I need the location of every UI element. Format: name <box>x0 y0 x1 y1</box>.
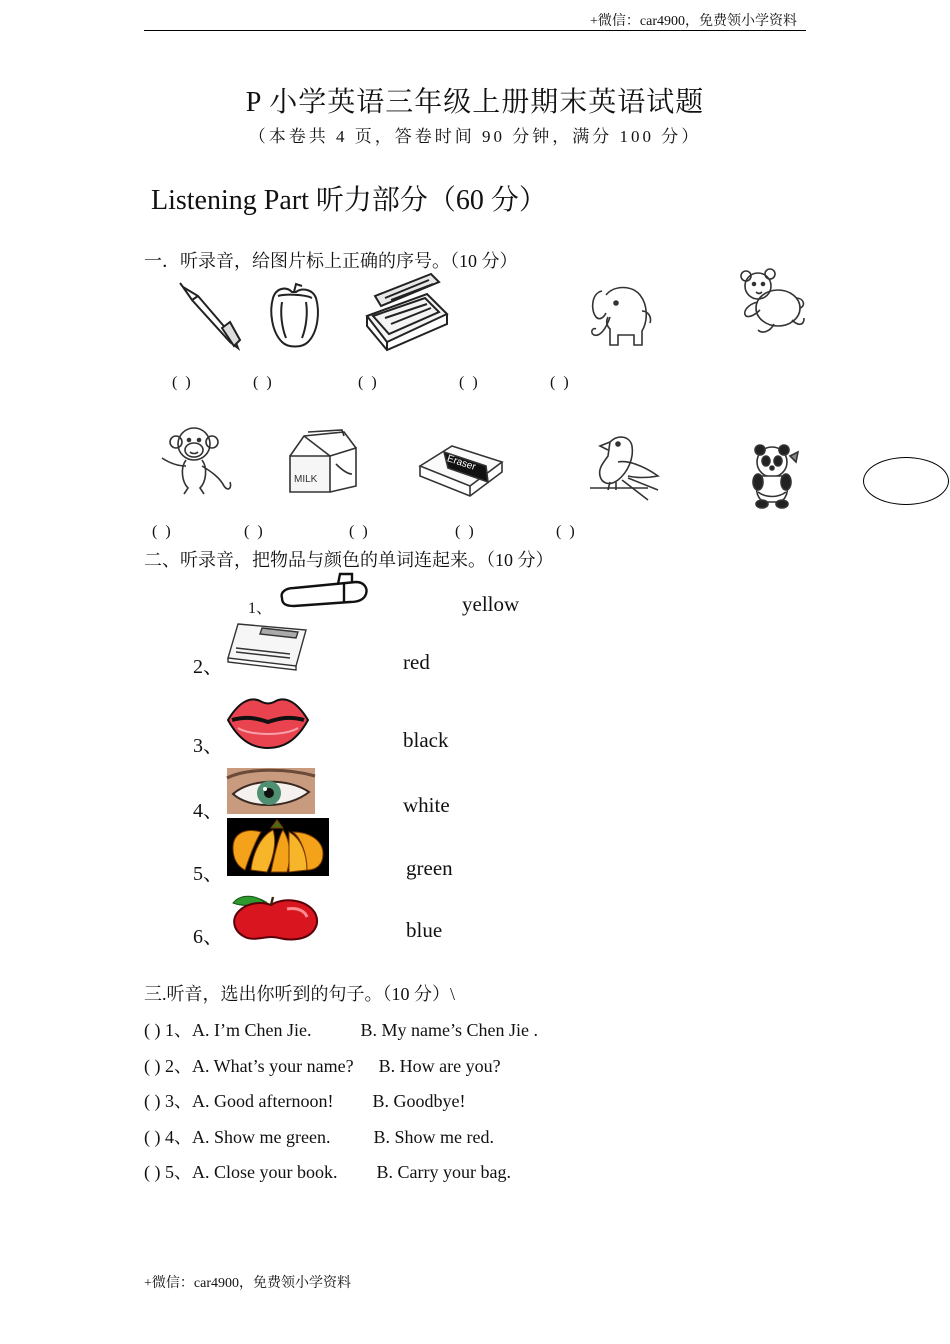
match-number: 4、 <box>193 800 223 822</box>
option-b: B. My name’s Chen Jie . <box>360 1020 538 1040</box>
question-number: 1、 <box>165 1020 192 1040</box>
section2-heading: 二、听录音，把物品与颜色的单词连起来。（10 分） <box>144 550 554 570</box>
answer-blank[interactable]: ( ) <box>244 523 265 540</box>
color-word[interactable]: green <box>406 856 453 880</box>
option-a: A. I’m Chen Jie. <box>192 1020 312 1040</box>
option-b: B. How are you? <box>378 1056 501 1076</box>
footer-note: +微信：car4900，免费领小学资料 <box>144 1276 351 1291</box>
bird-icon <box>588 432 662 508</box>
match-number: 1、 <box>248 600 273 617</box>
page-title: P 小学英语三年级上册期末英语试题 <box>245 87 705 118</box>
option-b: B. Show me red. <box>373 1127 494 1147</box>
answer-blank[interactable]: ( ) <box>358 374 379 391</box>
color-word[interactable]: blue <box>406 918 443 942</box>
answer-blank[interactable]: ( ) <box>144 1091 161 1111</box>
option-a: A. Close your book. <box>192 1162 338 1182</box>
eraser-label: Eraser <box>445 453 477 473</box>
question-number: 4、 <box>165 1127 192 1147</box>
option-a: A. Show me green. <box>192 1127 331 1147</box>
part-title: Listening Part 听力部分（60 分） <box>151 185 547 216</box>
question-number: 5、 <box>165 1162 192 1182</box>
match-number: 5、 <box>193 863 223 885</box>
answer-blank[interactable]: ( ) <box>144 1162 161 1182</box>
question-row <box>144 1087 465 1113</box>
option-a: A. What’s your name? <box>192 1056 354 1076</box>
answer-blank[interactable]: ( ) <box>459 374 480 391</box>
elephant-icon <box>588 281 654 349</box>
answer-blank[interactable]: ( ) <box>144 1056 161 1076</box>
pen-icon <box>178 282 242 352</box>
answer-blank[interactable]: ( ) <box>349 523 370 540</box>
option-b: B. Goodbye! <box>372 1091 466 1111</box>
page-subtitle: （本卷共 4 页，答卷时间 90 分钟，满分 100 分） <box>248 127 702 146</box>
answer-blank[interactable]: ( ) <box>550 374 571 391</box>
answer-blank[interactable]: ( ) <box>253 374 274 391</box>
pencil-case-icon <box>365 272 449 352</box>
lips-icon <box>226 694 310 748</box>
milk-label: MILK <box>294 474 318 485</box>
answer-blank[interactable]: ( ) <box>455 523 476 540</box>
question-row <box>144 1016 538 1042</box>
color-word[interactable]: black <box>403 728 449 752</box>
option-b: B. Carry your bag. <box>376 1162 511 1182</box>
question-number: 3、 <box>165 1091 192 1111</box>
monkey-icon <box>158 422 234 498</box>
header-note: +微信：car4900，免费领小学资料 <box>590 14 797 29</box>
marker-icon <box>278 572 370 612</box>
color-word[interactable]: red <box>403 650 430 674</box>
question-number: 2、 <box>165 1056 192 1076</box>
milk-carton-icon <box>286 430 360 496</box>
match-number: 3、 <box>193 735 223 757</box>
eraser-icon <box>416 442 506 498</box>
answer-blank[interactable]: ( ) <box>172 374 193 391</box>
option-a: A. Good afternoon! <box>192 1091 334 1111</box>
apple-icon <box>227 893 319 941</box>
header-rule <box>144 30 806 31</box>
match-number: 2、 <box>193 656 223 678</box>
section3-heading: 三.听音，选出你听到的句子。（10 分）\ <box>144 984 455 1004</box>
book-icon <box>226 622 308 668</box>
question-row <box>144 1158 511 1184</box>
panda-icon <box>744 442 806 508</box>
section1-heading: 一．听录音，给图片标上正确的序号。（10 分） <box>144 251 518 271</box>
bananas-icon <box>227 818 329 876</box>
color-word[interactable]: white <box>403 793 450 817</box>
empty-oval-shape <box>863 457 949 505</box>
bell-pepper-icon <box>268 282 322 348</box>
answer-blank[interactable]: ( ) <box>152 523 173 540</box>
eye-icon <box>227 768 315 814</box>
answer-blank[interactable]: ( ) <box>556 523 577 540</box>
color-word[interactable]: yellow <box>462 592 520 616</box>
teddy-bear-icon <box>734 268 806 336</box>
answer-blank[interactable]: ( ) <box>144 1127 161 1147</box>
question-row <box>144 1123 494 1149</box>
match-number: 6、 <box>193 926 223 948</box>
answer-blank[interactable]: ( ) <box>144 1020 161 1040</box>
question-row <box>144 1052 501 1078</box>
